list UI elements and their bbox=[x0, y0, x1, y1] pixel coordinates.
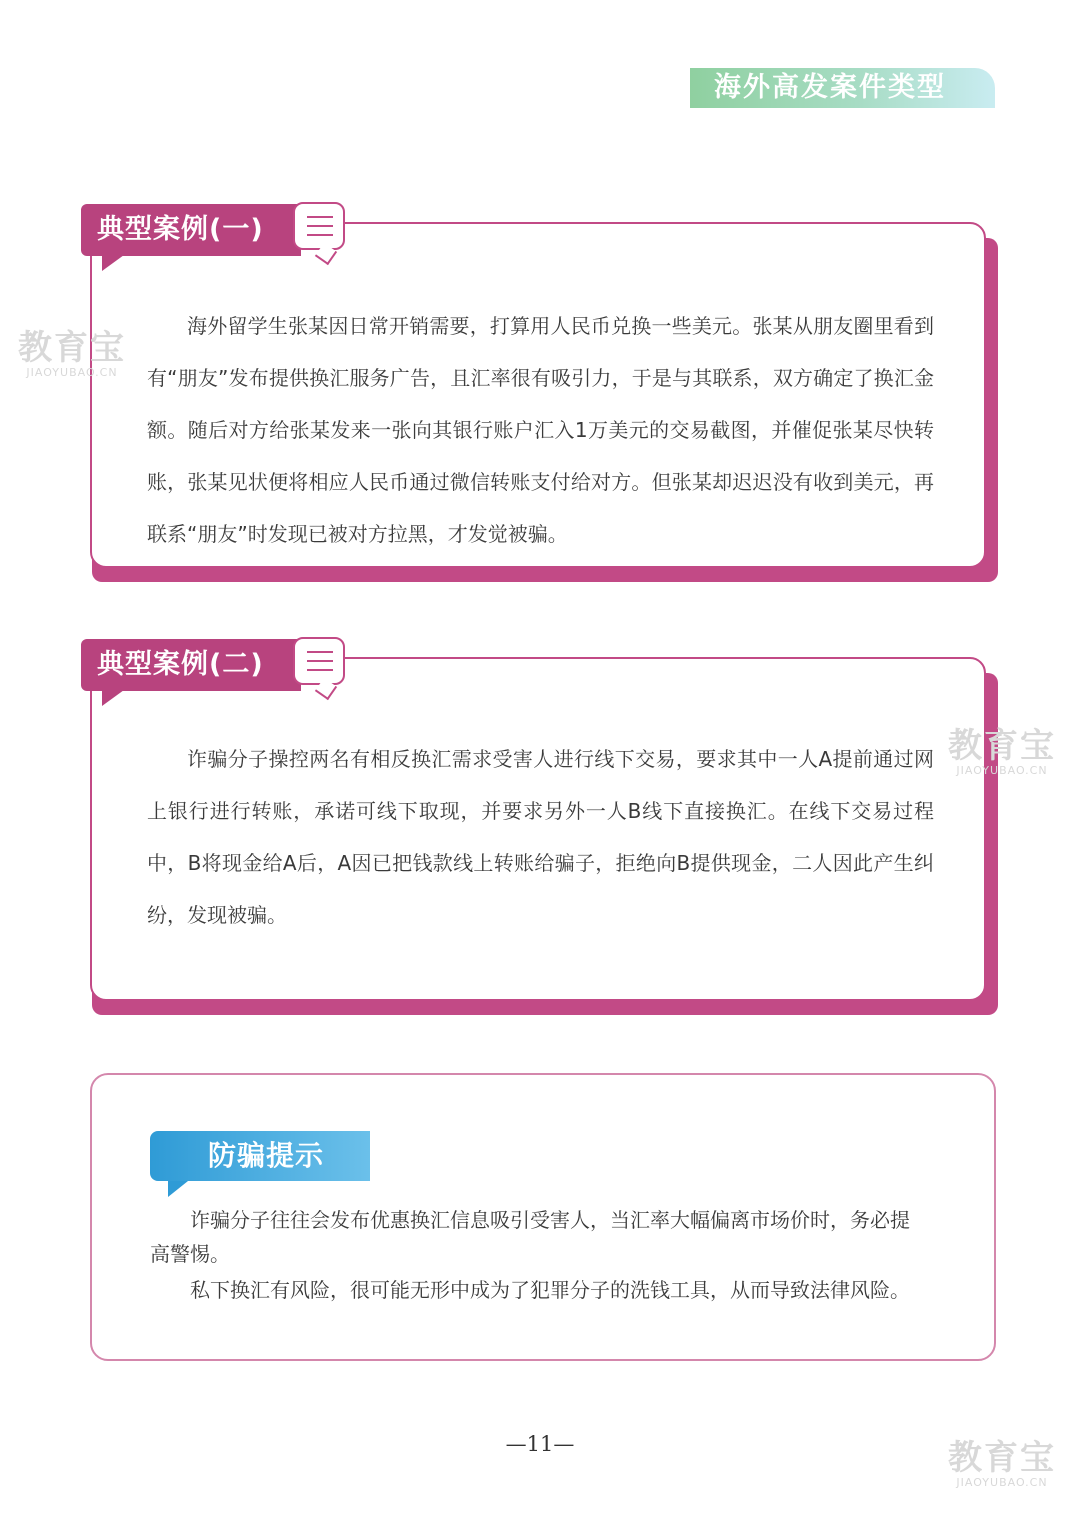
case-label-2: 典型案例(二) bbox=[81, 639, 301, 691]
case-card-1 bbox=[90, 214, 998, 582]
page-number: —11— bbox=[505, 1432, 575, 1456]
watermark: 教育宝 JIAOYUBAO.CN bbox=[18, 328, 126, 379]
case-label-1: 典型案例(一) bbox=[81, 204, 301, 256]
tips-label: 防骗提示 bbox=[150, 1131, 370, 1181]
section-title-tag: 海外高发案件类型 bbox=[690, 68, 995, 108]
watermark: 教育宝 JIAOYUBAO.CN bbox=[948, 726, 1056, 777]
watermark: 教育宝 JIAOYUBAO.CN bbox=[948, 1438, 1056, 1489]
case-label-tail bbox=[102, 255, 124, 271]
tips-label-tail bbox=[168, 1181, 188, 1197]
anti-fraud-tips-card bbox=[90, 1073, 996, 1361]
speech-bubble-icon bbox=[293, 637, 345, 685]
case-card-panel bbox=[90, 222, 986, 568]
case-label-tail bbox=[102, 690, 124, 706]
case-text-1: 海外留学生张某因日常开销需要，打算用人民币兑换一些美元。张某从朋友圈里看到有“朋友”发布提供换汇服务广告，且汇率很有吸引力，于是与其联系，双方确定了换汇金额。随后对方给张某发来一张向其银行账户汇入1万美元的交易截图，并催促张某尽快转账，张某见状便将相应人民币通过微信转账支付给对方。但张某却迟迟没有收到美元，再联系“朋友”时发现已被对方拉黑，才发觉被骗。 bbox=[147, 314, 934, 546]
tips-paragraph-1: 诈骗分子往往会发布优惠换汇信息吸引受害人，当汇率大幅偏离市场价时，务必提高警惕。 bbox=[150, 1208, 910, 1266]
case-card-2 bbox=[90, 649, 998, 1015]
case-card-panel bbox=[90, 657, 986, 1001]
speech-bubble-icon bbox=[293, 202, 345, 250]
tips-paragraph-2: 私下换汇有风险，很可能无形中成为了犯罪分子的洗钱工具，从而导致法律风险。 bbox=[190, 1278, 910, 1302]
case-text-2: 诈骗分子操控两名有相反换汇需求受害人进行线下交易，要求其中一人A提前通过网上银行进行转账，承诺可线下取现，并要求另外一人B线下直接换汇。在线下交易过程中，B将现金给A后，A因已把钱款线上转账给骗子，拒绝向B提供现金，二人因此产生纠纷，发现被骗。 bbox=[147, 747, 934, 927]
